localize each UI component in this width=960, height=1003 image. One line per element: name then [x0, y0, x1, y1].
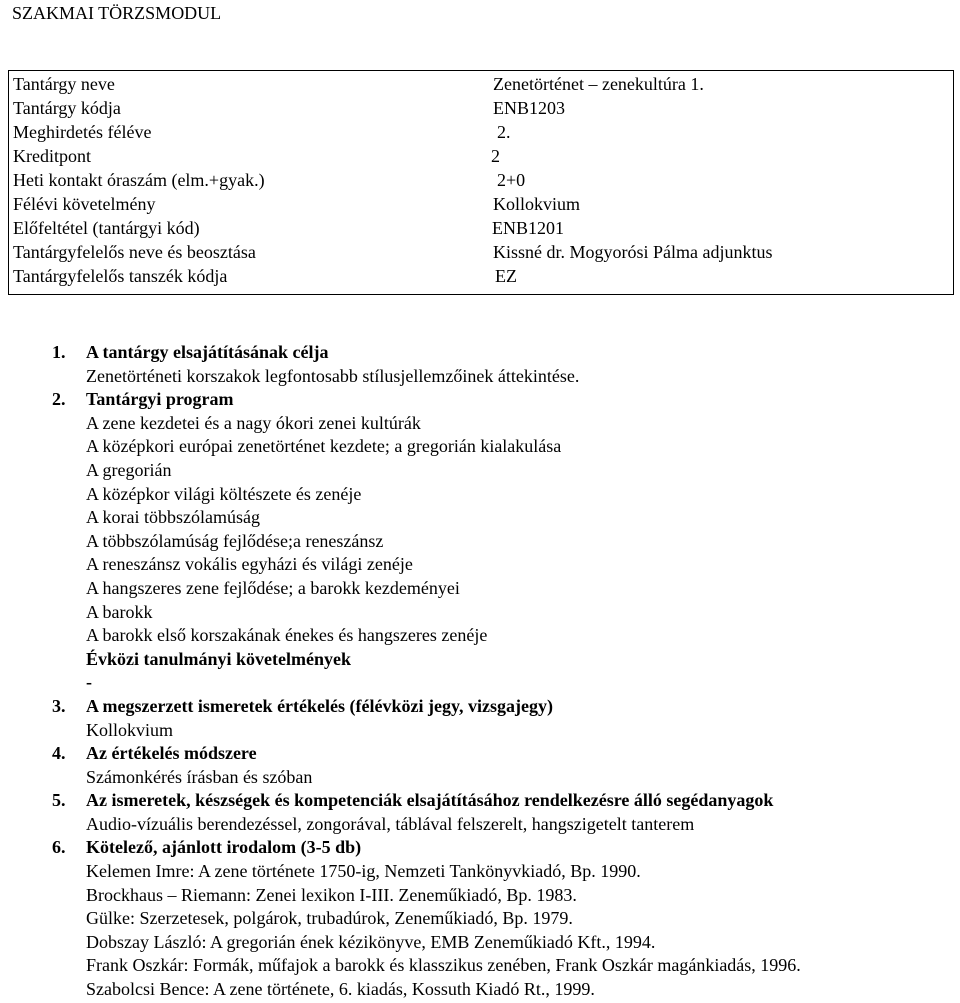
syllabus-sections	[52, 341, 952, 1002]
section-5-heading	[52, 789, 952, 813]
info-label: Előfeltétel (tantárgyi kód)	[13, 218, 200, 238]
info-value: 2	[491, 146, 500, 166]
section-number: 2.	[52, 389, 66, 410]
program-item: A középkori európai zenetörténet kezdete; a gregorián kialakulása	[86, 436, 562, 457]
literature-item: Kelemen Imre: A zene története 1750-ig, Nemzeti Tankönyvkiadó, Bp. 1990.	[86, 861, 641, 882]
literature-item: Frank Oszkár: Formák, műfajok a barokk és klasszikus zenében, Frank Oszkár magánkiadás, 1996.	[86, 955, 801, 976]
section-title: Az értékelés módszere	[86, 743, 257, 764]
info-label: Félévi követelmény	[13, 194, 156, 214]
program-item: A középkor világi költészete és zenéje	[86, 483, 362, 504]
section-number: 6.	[52, 837, 66, 858]
section-1-heading	[52, 341, 952, 365]
section-1-text: Zenetörténeti korszakok legfontosabb stílusjellemzőinek áttekintése.	[86, 365, 580, 386]
info-value: EZ	[495, 266, 517, 286]
info-value: 2+0	[497, 170, 526, 190]
literature-item: Szabolcsi Bence: A zene története, 6. kiadás, Kossuth Kiadó Rt., 1999.	[86, 979, 595, 1000]
course-info-table	[8, 70, 954, 295]
info-label: Kreditpont	[13, 146, 91, 166]
info-label: Meghirdetés féléve	[13, 122, 152, 142]
section-title: A tantárgy elsajátításának célja	[86, 342, 329, 362]
semester-requirements-text: -	[86, 672, 92, 693]
info-value: Kollokvium	[493, 194, 581, 214]
section-number: 3.	[52, 695, 66, 716]
info-value: 2.	[497, 122, 511, 142]
info-value: ENB1201	[492, 218, 564, 238]
info-label: Tantárgy kódja	[13, 98, 121, 118]
section-4-text: Számonkérés írásban és szóban	[86, 766, 313, 787]
program-item: A barokk	[86, 601, 153, 622]
section-6-heading	[52, 836, 952, 860]
section-title: A megszerzett ismeretek értékelés (félévközi jegy, vizsgajegy)	[86, 695, 553, 716]
section-number: 5.	[52, 790, 66, 811]
info-value: Zenetörténet – zenekultúra 1.	[493, 74, 704, 94]
info-label: Heti kontakt óraszám (elm.+gyak.)	[13, 170, 265, 190]
info-label: Tantárgyfelelős neve és beosztása	[13, 242, 256, 262]
info-value: Kissné dr. Mogyorósi Pálma adjunktus	[493, 242, 773, 262]
section-3-text: Kollokvium	[86, 719, 174, 740]
literature-item: Dobszay László: A gregorián ének kézikönyve, EMB Zeneműkiadó Kft., 1994.	[86, 931, 656, 952]
section-2-heading	[52, 388, 952, 412]
program-item: A zene kezdetei és a nagy ókori zenei kultúrák	[86, 412, 421, 433]
literature-item: Gülke: Szerzetesek, polgárok, trubadúrok, Zeneműkiadó, Bp. 1979.	[86, 908, 573, 929]
semester-requirements-heading: Évközi tanulmányi követelmények	[86, 648, 352, 669]
section-number: 4.	[52, 743, 66, 764]
program-item: A barokk első korszakának énekes és hangszeres zenéje	[86, 625, 488, 646]
program-item: A hangszeres zene fejlődése; a barokk kezdeményei	[86, 577, 460, 598]
section-3-heading	[52, 695, 952, 719]
page-title: SZAKMAI TÖRZSMODUL	[12, 3, 222, 23]
program-item: A többszólamúság fejlődése;a reneszánsz	[86, 530, 384, 551]
section-number: 1.	[52, 342, 66, 362]
section-title: Az ismeretek, készségek és kompetenciák elsajátításához rendelkezésre álló segédanyagok	[86, 790, 774, 811]
section-5-text: Audio-vízuális berendezéssel, zongorával, táblával felszerelt, hangszigetelt tanterem	[86, 813, 695, 834]
section-4-heading	[52, 742, 952, 766]
section-title: Kötelező, ajánlott irodalom (3-5 db)	[86, 837, 362, 858]
literature-item: Brockhaus – Riemann: Zenei lexikon I-III. Zeneműkiadó, Bp. 1983.	[86, 884, 577, 905]
program-item: A gregorián	[86, 459, 172, 480]
info-label: Tantárgyfelelős tanszék kódja	[13, 266, 228, 286]
program-item: A korai többszólamúság	[86, 507, 260, 528]
info-value: ENB1203	[493, 98, 565, 118]
info-label: Tantárgy neve	[13, 74, 115, 94]
program-item: A reneszánsz vokális egyházi és világi zenéje	[86, 554, 413, 575]
section-title: Tantárgyi program	[86, 389, 234, 410]
